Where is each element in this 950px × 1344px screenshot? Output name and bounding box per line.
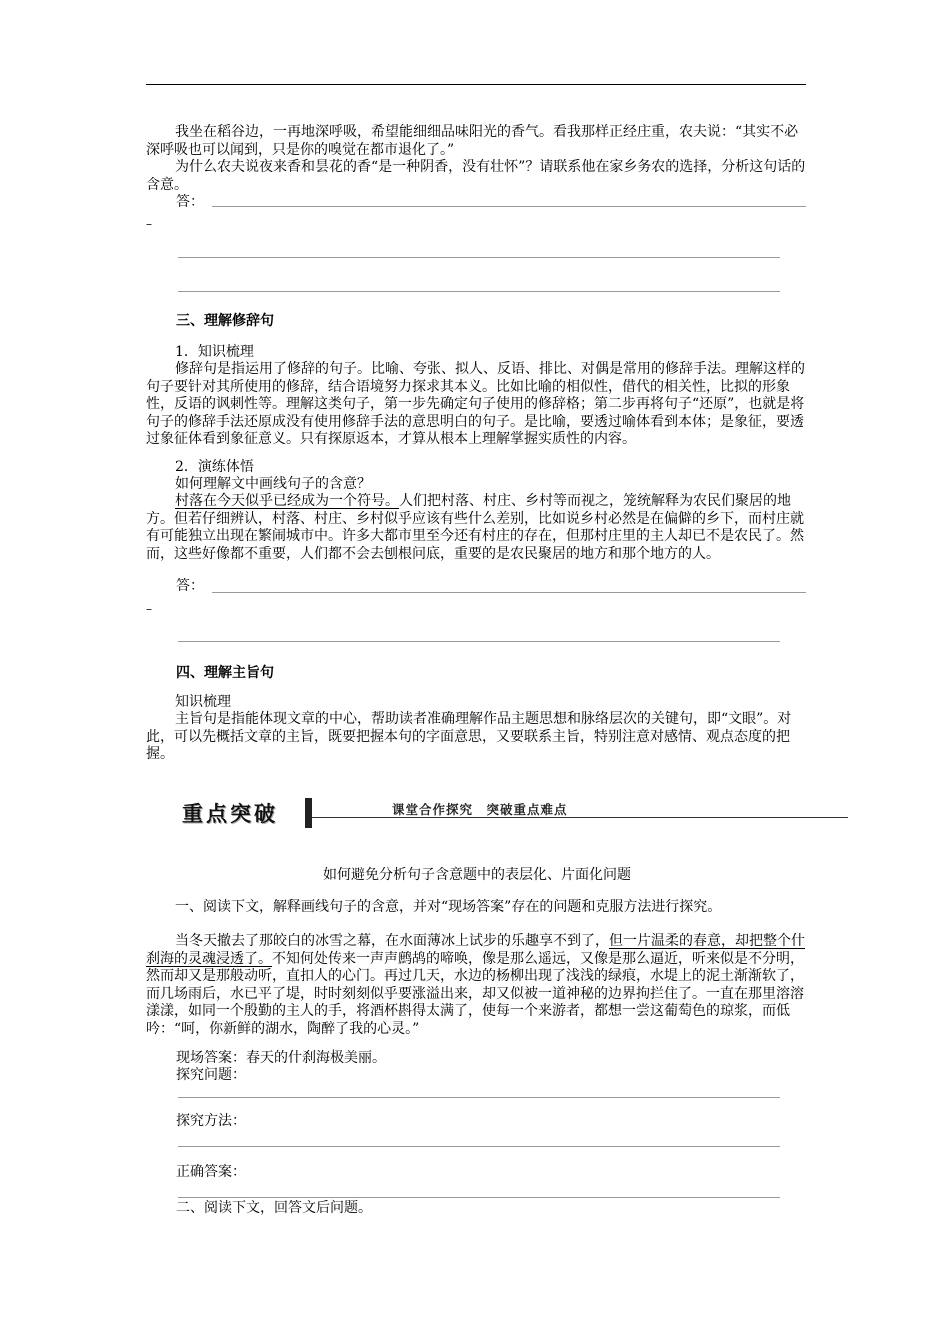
subheading: 2．演练体悟 (175, 459, 254, 475)
knowledge-text: 修辞句是指运用了修辞的句子。比喻、夸张、拟人、反语、排比、对偶是常用的修辞手法。理解这样的句子要针对其所使用的修辞，结合语境努力探求其本义。比如比喻的相似性，借代的相关性，比拟的形象性，反语的讽刺性等。理解这类句子，第一步先确定句子使用的修辞格；第二步再将句子“还原”，也就是将句子的修辞手法还原成没有使用修辞手法的意思明白的句子。是比喻，要透过喻体看到本体；是象征，要透过象征体看到象征意义。只有探原返本，才算从根本上理解掌握实质性的内容。 (146, 361, 805, 447)
answer-line[interactable] (178, 1146, 780, 1147)
passage-paragraph: 我坐在稻谷边，一再地深呼吸，希望能细细品味阳光的香气。看我那样正经庄重，农夫说：“其实不必深呼吸也可以闻到，只是你的嗅觉在都市退化了。” (146, 124, 799, 158)
answer-label: 答： (176, 578, 204, 594)
answer-line[interactable] (178, 257, 780, 258)
banner-divider (305, 798, 312, 828)
answer-label: 答： (176, 194, 204, 210)
section-heading: 三、理解修辞句 (176, 313, 274, 329)
answer-line[interactable] (178, 1097, 780, 1098)
explore-problem-label: 探究问题： (176, 1067, 246, 1083)
banner-subtitle: 课堂合作探究 突破重点难点 (392, 802, 568, 817)
passage-text: 当冬天撤去了那皎白的冰雪之幕，在水面薄冰上试步的乐趣享不到了， (175, 933, 609, 949)
subheading: 1．知识梳理 (175, 344, 254, 360)
answer-line[interactable] (178, 291, 780, 292)
passage-paragraph (146, 933, 808, 1038)
passage-paragraph (146, 493, 808, 563)
section-heading: 四、理解主旨句 (176, 665, 274, 681)
answer-line[interactable] (178, 641, 780, 642)
answer-line-dash: – (146, 217, 152, 231)
question-text: 一、阅读下文，解释画线句子的含意，并对“现场答案”存在的问题和克服方法进行探究。 (175, 899, 722, 915)
question-text: 为什么农夫说夜来香和昙花的香“是一种阴香，没有壮怀”？请联系他在家乡务农的选择，分析这句话的含意。 (146, 159, 806, 193)
passage-text: 人们把村落、村庄、乡村等而视之，笼统解释为农民们聚居的地方。但若仔细辨认，村落、村庄、乡村似乎应该有些什么差别，比如说乡村必然是在偏僻的乡下，而村庄就有可能独立出现在繁闹城市中。许多大都市里至今还有村庄的存在，但那村庄里的主人却已不是农民了。然而，这些好像都不重要，人们都不会去刨根问底，重要的是农民聚居的地方和那个地方的人。 (146, 493, 804, 562)
question-text: 二、阅读下文，回答文后问题。 (176, 1200, 372, 1216)
section-banner (176, 796, 848, 830)
underlined-sentence: 村落在今天似乎已经成为一个符号。 (175, 493, 399, 509)
question-text: 如何理解文中画线句子的含意？ (175, 476, 371, 492)
onsite-answer: 现场答案：春天的什刹海极美丽。 (176, 1050, 386, 1066)
topic-title: 如何避免分析句子含意题中的表层化、片面化问题 (323, 867, 631, 883)
explore-method-label: 探究方法： (176, 1113, 246, 1129)
underlined-sentence: 但一片温柔的春意，却把整个什刹海的灵魂浸透了。 (146, 933, 805, 967)
answer-line[interactable] (212, 592, 806, 593)
passage-text: 不知何处传来一声声鹧鸪的啼唤，像是那么遥远，又像是那么逼近，听来似是不分明，然而却又是那般动听，直扣人的心门。再过几天，水边的杨柳出现了浅浅的绿痕，水堤上的泥土渐渐软了，而几场雨后，水已平了堤，时时刻刻似乎要涨溢出来，却又似被一道神秘的边界拘拦住了。一直在那里溶溶漾漾，如同一个殷勤的主人的手，将酒杯斟得太满了，使每一个来游者，都想一尝这葡萄色的琼浆，而低吟：“呵，你新鲜的湖水，陶醉了我的心灵。” (146, 950, 804, 1037)
subheading: 知识梳理 (175, 694, 231, 710)
correct-answer-label: 正确答案： (176, 1164, 246, 1180)
answer-line[interactable] (212, 206, 806, 207)
page-top-rule (146, 84, 806, 85)
answer-line-dash: – (146, 602, 152, 616)
answer-line[interactable] (178, 1197, 780, 1198)
knowledge-text: 主旨句是指能体现文章的中心，帮助读者准确理解作品主题思想和脉络层次的关键句，即“文眼”。对此，可以先概括文章的主旨，既要把握本句的字面意思，又要联系主旨，特别注意对感情、观点态度的把握。 (146, 711, 792, 762)
banner-title: 重点突破 (182, 802, 278, 826)
